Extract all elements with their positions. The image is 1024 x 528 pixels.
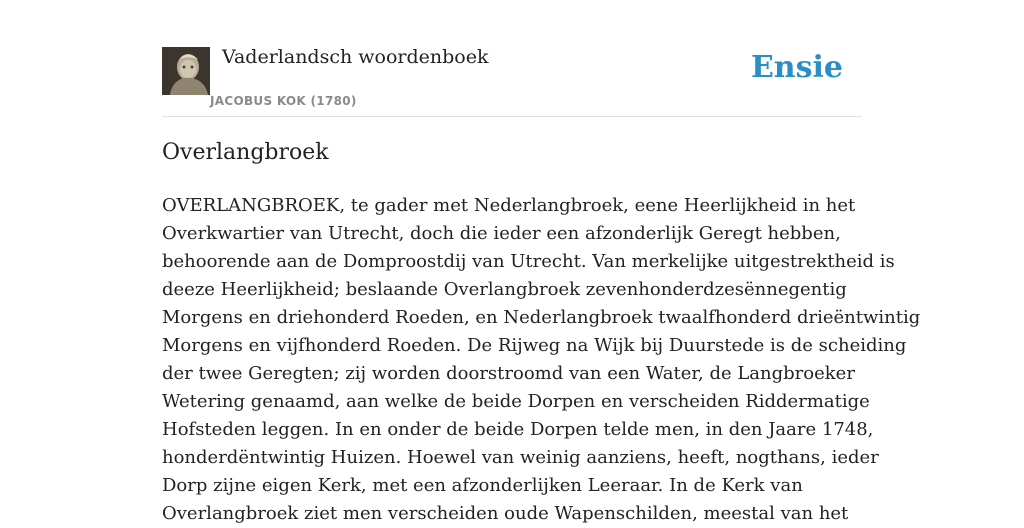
entry-text-line: der twee Geregten; zij worden doorstroomd van een Water, de Langbroeker	[162, 363, 855, 384]
entry-text-line: OVERLANGBROEK, te gader met Nederlangbroek, eene Heerlijkheid in het	[162, 195, 856, 216]
book-author[interactable]: JACOBUS KOK (1780)	[210, 94, 357, 108]
book-title[interactable]: Vaderlandsch woordenboek	[222, 46, 489, 68]
entry-text-line: Morgens en driehonderd Roeden, en Nederlangbroek twaalfhonderd drieëntwintig	[162, 307, 921, 328]
entry-body	[162, 192, 921, 528]
entry-title: Overlangbroek	[162, 140, 329, 165]
entry-text-line: Wetering genaamd, aan welke de beide Dorpen en verscheiden Riddermatige	[162, 391, 870, 412]
entry-text-line: Morgens en vijfhonderd Roeden. De Rijweg na Wijk bij Duurstede is de scheiding	[162, 335, 907, 356]
header	[162, 46, 862, 117]
entry-text-line: Overkwartier van Utrecht, doch die ieder een afzonderlijk Geregt hebben,	[162, 223, 841, 244]
entry-text-line: Hofsteden leggen. In en onder de beide Dorpen telde men, in den Jaare 1748,	[162, 419, 874, 440]
entry-text-line: deeze Heerlijkheid; beslaande Overlangbroek zevenhonderdzesënnegentig	[162, 279, 847, 300]
entry-text-line: Overlangbroek ziet men verscheiden oude Wapenschilden, meestal van het	[162, 503, 849, 524]
author-avatar[interactable]	[162, 47, 210, 95]
brand-logo[interactable]: Ensie	[750, 50, 843, 85]
entry-text-line: honderdëntwintig Huizen. Hoewel van weinig aanziens, heeft, nogthans, ieder	[162, 447, 879, 468]
entry-text-line: behoorende aan de Domproostdij van Utrecht. Van merkelijke uitgestrektheid is	[162, 251, 895, 272]
entry-text-line: Dorp zijne eigen Kerk, met een afzonderlijken Leeraar. In de Kerk van	[162, 475, 803, 496]
author-portrait-icon	[162, 47, 210, 95]
